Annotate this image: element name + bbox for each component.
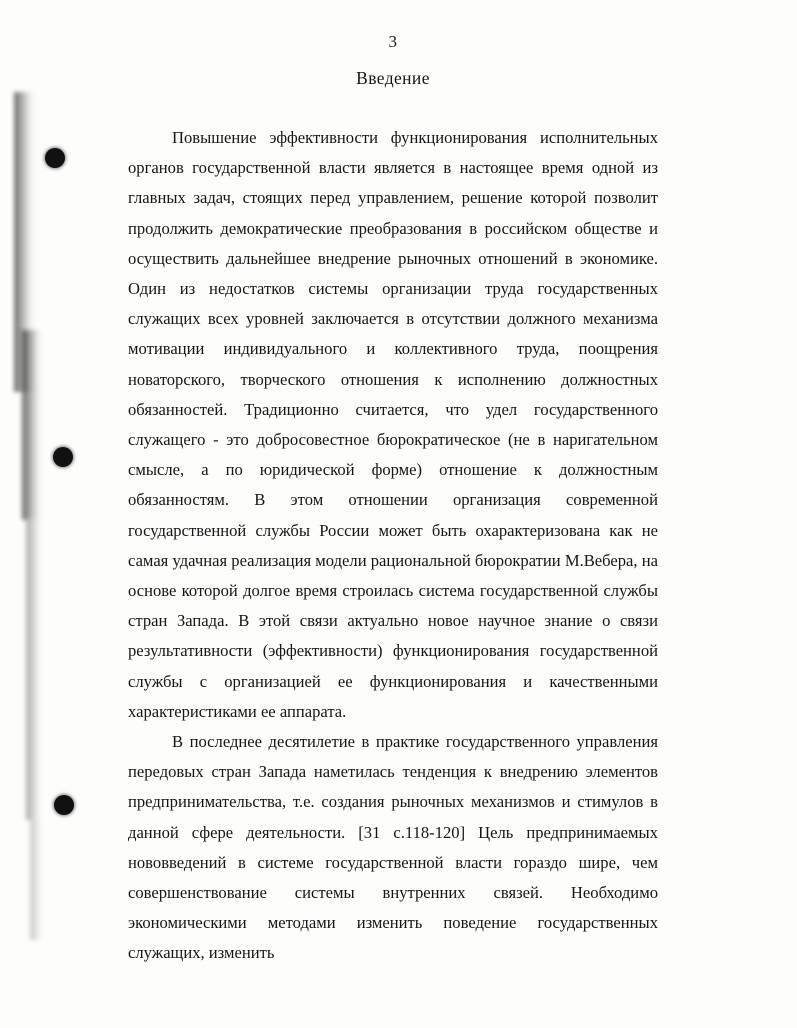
scan-smudge xyxy=(14,92,36,392)
page-number: 3 xyxy=(388,32,398,51)
body-text xyxy=(128,123,658,969)
binder-punch-hole xyxy=(45,148,65,168)
paragraph: Повышение эффективности функционирования исполнительных органов государственной власти является в настоящее время одной из главных задач, стоящих перед управлением, решение которой позволит продолжить демократические преобразования в российском обществе и осуществить дальнейшее внедрение рыночных отношений в экономике. Один из недостатков системы организации труда государственных служащих всех уровней заключается в отсутствии должного механизма мотивации индивидуального и коллективного труда, поощрения новаторского, творческого отношения к исполнению должностных обязанностей. Традиционно считается, что удел государственного служащего - это добросовестное бюрократическое (не в наригательном смысле, а по юридической форме) отношение к должностным обязанностям. В этом отношении организация современной государственной службы России может быть охарактеризована как не самая удачная реализация модели рациональной бюрократии М.Вебера, на основе которой долгое время строилась система государственной службы стран Запада. В этой связи актуально новое научное знание о связи результативности (эффективности) функционирования государственной службы с организацией ее функционирования и качественными характеристиками ее аппарата. xyxy=(128,128,658,721)
scan-smudge xyxy=(30,820,42,940)
scan-edge-shadow xyxy=(0,0,46,1028)
binder-punch-hole xyxy=(53,447,73,467)
paragraph: В последнее десятилетие в практике государственного управления передовых стран Запада наметилась тенденция к внедрению элементов предпринимательства, т.е. создания рыночных механизмов и стимулов в данной сфере деятельности. [31 с.118-120] Цель предпринимаемых нововведений в системе государственной власти гораздо шире, чем совершенствование системы внутренних связей. Необходимо экономическими методами изменить поведение государственных служащих, изменить xyxy=(128,732,658,963)
scan-smudge xyxy=(26,520,42,820)
page-content xyxy=(128,0,658,969)
page-title: Введение xyxy=(356,68,430,88)
scan-smudge xyxy=(22,330,42,520)
binder-punch-hole xyxy=(54,795,74,815)
